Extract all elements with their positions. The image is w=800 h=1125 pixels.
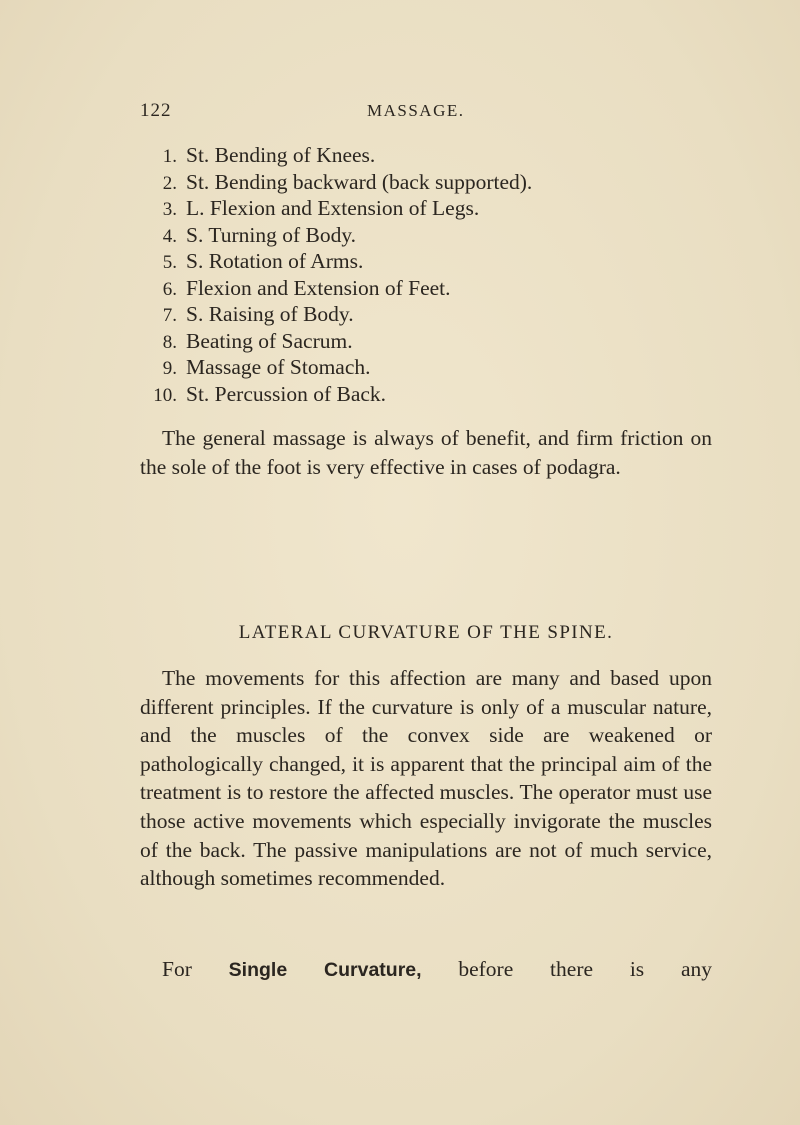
list-item [140, 328, 720, 355]
item-number: 7. [162, 305, 177, 326]
list-item [140, 195, 720, 222]
list-item [140, 301, 720, 328]
podagra-paragraph: The general massage is always of benefit, and firm friction on the sole of the foot is very effective in cases of podagra. [140, 426, 712, 479]
list-item [140, 248, 720, 275]
item-text: L. Flexion and Extension of Legs. [186, 196, 480, 220]
list-item [140, 275, 720, 302]
item-text: S. Rotation of Arms. [186, 249, 364, 273]
list-item [140, 222, 720, 249]
item-number: 3. [162, 199, 177, 220]
exercise-list [140, 142, 720, 407]
item-number: 9. [162, 358, 177, 379]
item-number: 4. [162, 225, 177, 247]
bold-term: Single Curvature, [228, 959, 422, 981]
running-head [140, 100, 700, 130]
list-item [140, 354, 720, 381]
item-text: S. Turning of Body. [186, 222, 357, 247]
item-text: S. Raising of Body. [186, 302, 354, 326]
item-number: 6. [162, 278, 177, 300]
item-number: 8. [162, 331, 177, 353]
item-number: 5. [162, 252, 177, 273]
single-curvature-line [140, 955, 712, 984]
page-number: 122 [140, 100, 172, 121]
item-text: Massage of Stomach. [186, 355, 371, 379]
list-item [140, 142, 720, 169]
item-text: St. Percussion of Back. [186, 381, 387, 406]
item-text: St. Bending backward (back supported). [186, 169, 533, 194]
item-number: 2. [162, 172, 177, 194]
list-item [140, 169, 720, 196]
section-heading: LATERAL CURVATURE OF THE SPINE. [238, 622, 614, 643]
item-text: Beating of Sacrum. [186, 328, 353, 353]
line-prefix: For [162, 957, 192, 981]
item-number: 1. [162, 146, 177, 167]
curvature-paragraph: The movements for this affection are many and based upon different principles. If the curvature is only of a muscular nature, and the muscles of the convex side are weakened or pathologically changed, it is apparent that the principal aim of the treatment is to restore the affected muscles. The operator must use those active movements which especially invigorate the muscles of the back. The passive manipulations are not of much service, although sometimes recommended. [140, 666, 712, 891]
item-text: Flexion and Extension of Feet. [186, 275, 451, 300]
item-text: St. Bending of Knees. [186, 143, 376, 167]
line-suffix: before there is any [458, 957, 712, 981]
list-item [140, 381, 720, 408]
running-title: MASSAGE. [367, 101, 465, 120]
item-number: 10. [153, 384, 177, 406]
